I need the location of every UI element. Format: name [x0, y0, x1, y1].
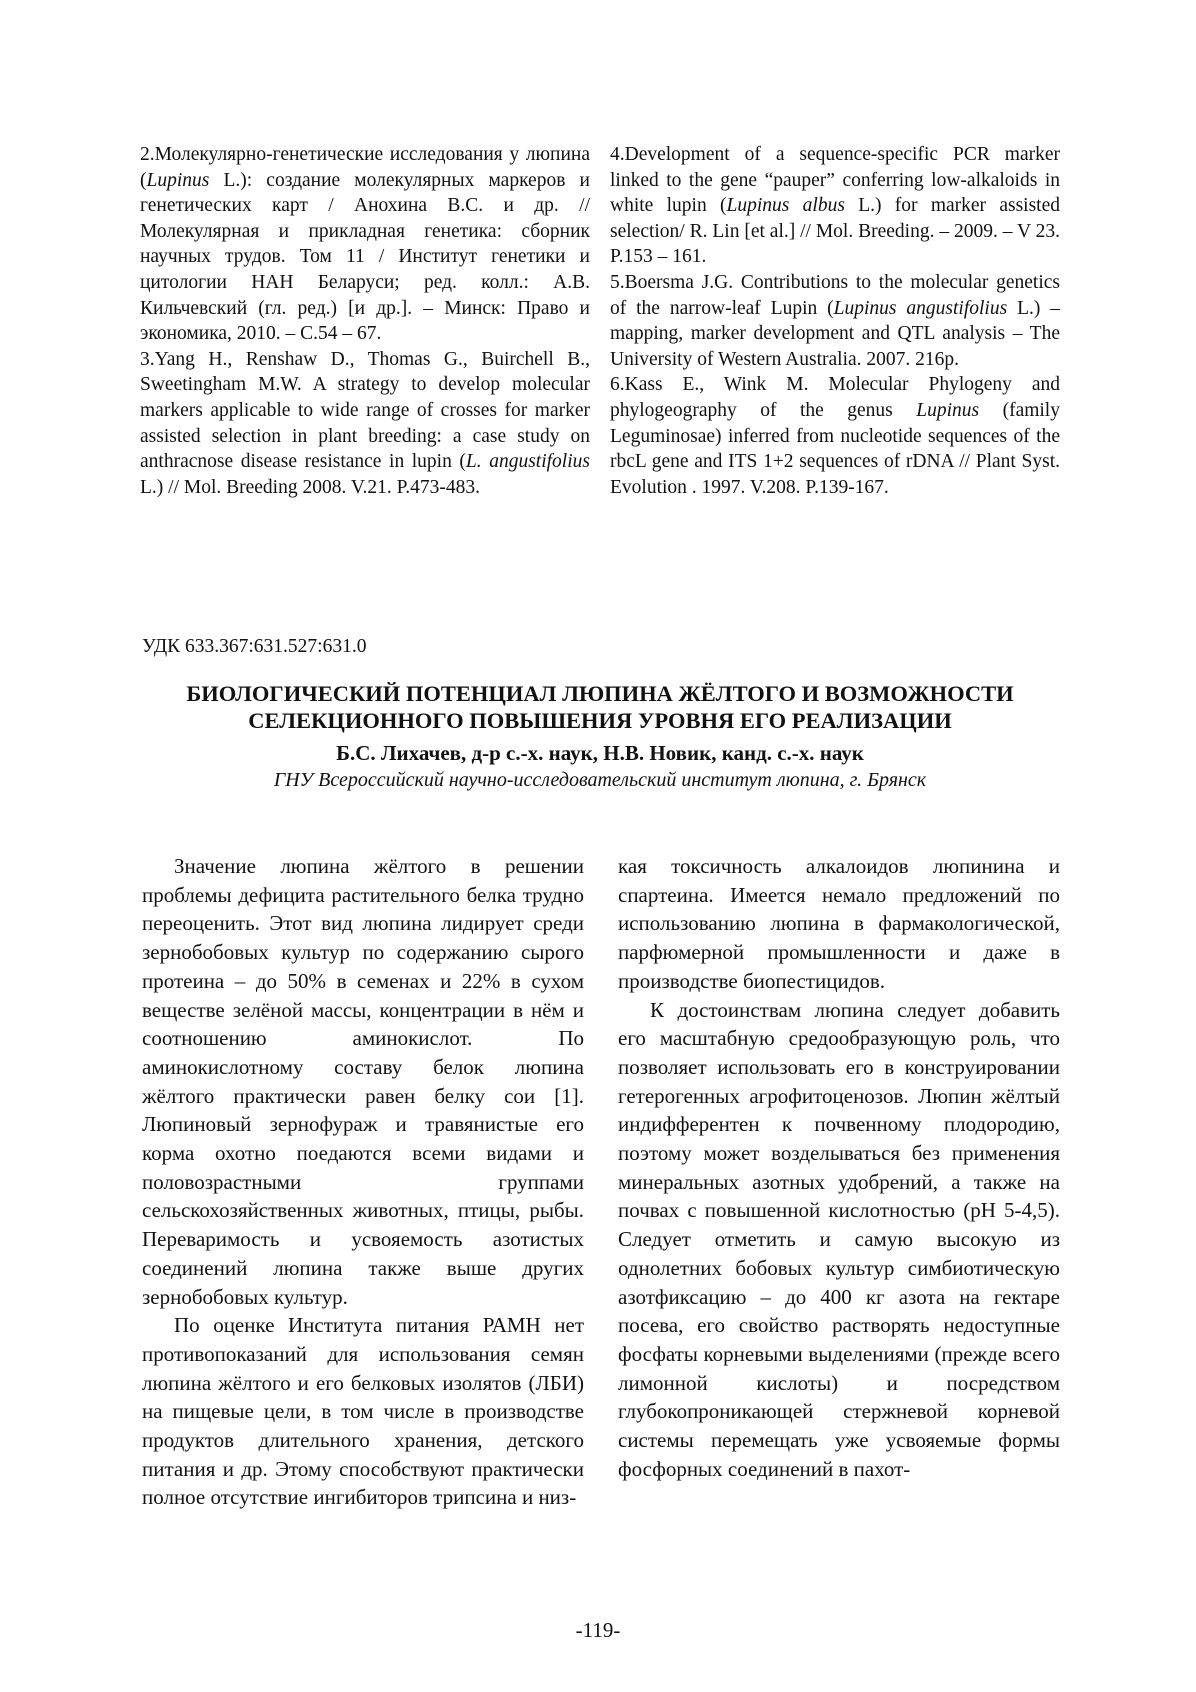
article-body — [142, 852, 1060, 1512]
reference-item: 6.Kass E., Wink M. Molecular Phylogeny and phylogeography of the genus Lupinus (family Leguminosae) inferred from nucleotide sequences of the rbcL gene and ITS 1+2 sequences of rDNA // Plant Syst. Evolution . 1997. V.208. P.139-167. — [610, 374, 1060, 498]
article-affiliation: ГНУ Всероссийский научно-исследовательский институт люпина, г. Брянск — [273, 769, 927, 791]
reference-item: 2.Молекулярно-генетические исследования у люпина (Lupinus L.): создание молекулярных маркеров и генетических карт / Анохина В.С. и др. // Молекулярная и прикладная генетика: сборник научных трудов. Том 11 / Институт генетики и цитологии НАН Беларуси; ред. колл.: А.В. Кильчевский (гл. ред.) [и др.]. – Минск: Право и экономика, 2010. – С.54 – 67. — [140, 144, 590, 345]
page-number: -119- — [575, 1618, 621, 1642]
body-paragraph: кая токсичность алкалоидов люпинина и спартеина. Имеется немало предложений по использованию люпина в фармакологической, парфюмерной промышленности и даже в производстве биопестицидов. — [618, 854, 1060, 993]
reference-column-right — [610, 142, 1060, 500]
reference-item: 3.Yang H., Renshaw D., Thomas G., Buirchell B., Sweetingham M.W. A strategy to develop molecular markers applicable to wide range of crosses for marker assisted selection in plant breeding: a case study on anthracnose disease resistance in lupin (L. angustifolius L.) // Mol. Breeding 2008. V.21. P.473-483. — [140, 348, 590, 498]
udk-code: УДК 633.367:631.527:631.0 — [142, 636, 367, 657]
article-header — [140, 680, 1060, 794]
article-authors: Б.С. Лихачев, д-р с.-х. наук, Н.В. Новик, канд. с.-х. наук — [336, 741, 864, 765]
body-paragraph: Значение люпина жёлтого в решении проблемы дефицита растительного белка трудно переоценить. Этот вид люпина лидирует среди зернобобовых культур по содержанию сырого протеина – до 50% в семенах и 22% в сухом веществе зелёной массы, концентрации в нём и соотношению аминокислот. По аминокислотному составу белок люпина жёлтого практически равен белку сои [1]. Люпиновый зернофураж и травянистые его корма охотно поедаются всеми видами и половозрастными группами сельскохозяйственных животных, птицы, рыбы. Переваримость и усвояемость азотистых соединений люпина также выше других зернобобовых культур. — [142, 854, 584, 1309]
reference-column-left — [140, 142, 590, 500]
body-column-right — [618, 852, 1060, 1512]
body-column-left — [142, 852, 584, 1512]
article-title: БИОЛОГИЧЕСКИЙ ПОТЕНЦИАЛ ЛЮПИНА ЖЁЛТОГО И ВОЗМОЖНОСТИ СЕЛЕКЦИОННОГО ПОВЫШЕНИЯ УРОВНЯ ЕГО РЕАЛИЗАЦИИ — [186, 681, 1014, 733]
reference-item: 5.Boersma J.G. Contributions to the molecular genetics of the narrow-leaf Lupin (Lupinus angustifolius L.) – mapping, marker development and QTL analysis – The University of Western Australia. 2007. 216p. — [610, 271, 1060, 370]
body-paragraph: К достоинствам люпина следует добавить его масштабную средообразующую роль, что позволяет использовать его в конструировании гетерогенных агрофитоценозов. Люпин жёлтый индифферентен к почвенному плодородию, поэтому может возделываться без применения минеральных азотных удобрений, а также на почвах с повышенной кислотностью (pH 5-4,5). Следует отметить и самую высокую из однолетних бобовых культур симбиотическую азотфиксацию – до 400 кг азота на гектаре посева, его свойство растворять недоступные фосфаты корневыми выделениями (прежде всего лимонной кислоты) и посредством глубокопроникающей стержневой корневой системы перемещать уже усвояемые формы фосфорных соединений в пахот- — [618, 997, 1060, 1481]
body-paragraph: По оценке Института питания РАМН нет противопоказаний для использования семян люпина жёлтого и его белковых изолятов (ЛБИ) на пищевые цели, в том числе в производстве продуктов длительного хранения, детского питания и др. Этому способствуют практически полное отсутствие ингибиторов трипсина и низ- — [142, 1313, 584, 1510]
reference-list — [140, 142, 1060, 500]
reference-item: 4.Development of a sequence-specific PCR marker linked to the gene “pauper” conferring low-alkaloids in white lupin (Lupinus albus L.) for marker assisted selection/ R. Lin [et al.] // Mol. Breeding. – 2009. – V 23. P.153 – 161. — [610, 144, 1060, 268]
